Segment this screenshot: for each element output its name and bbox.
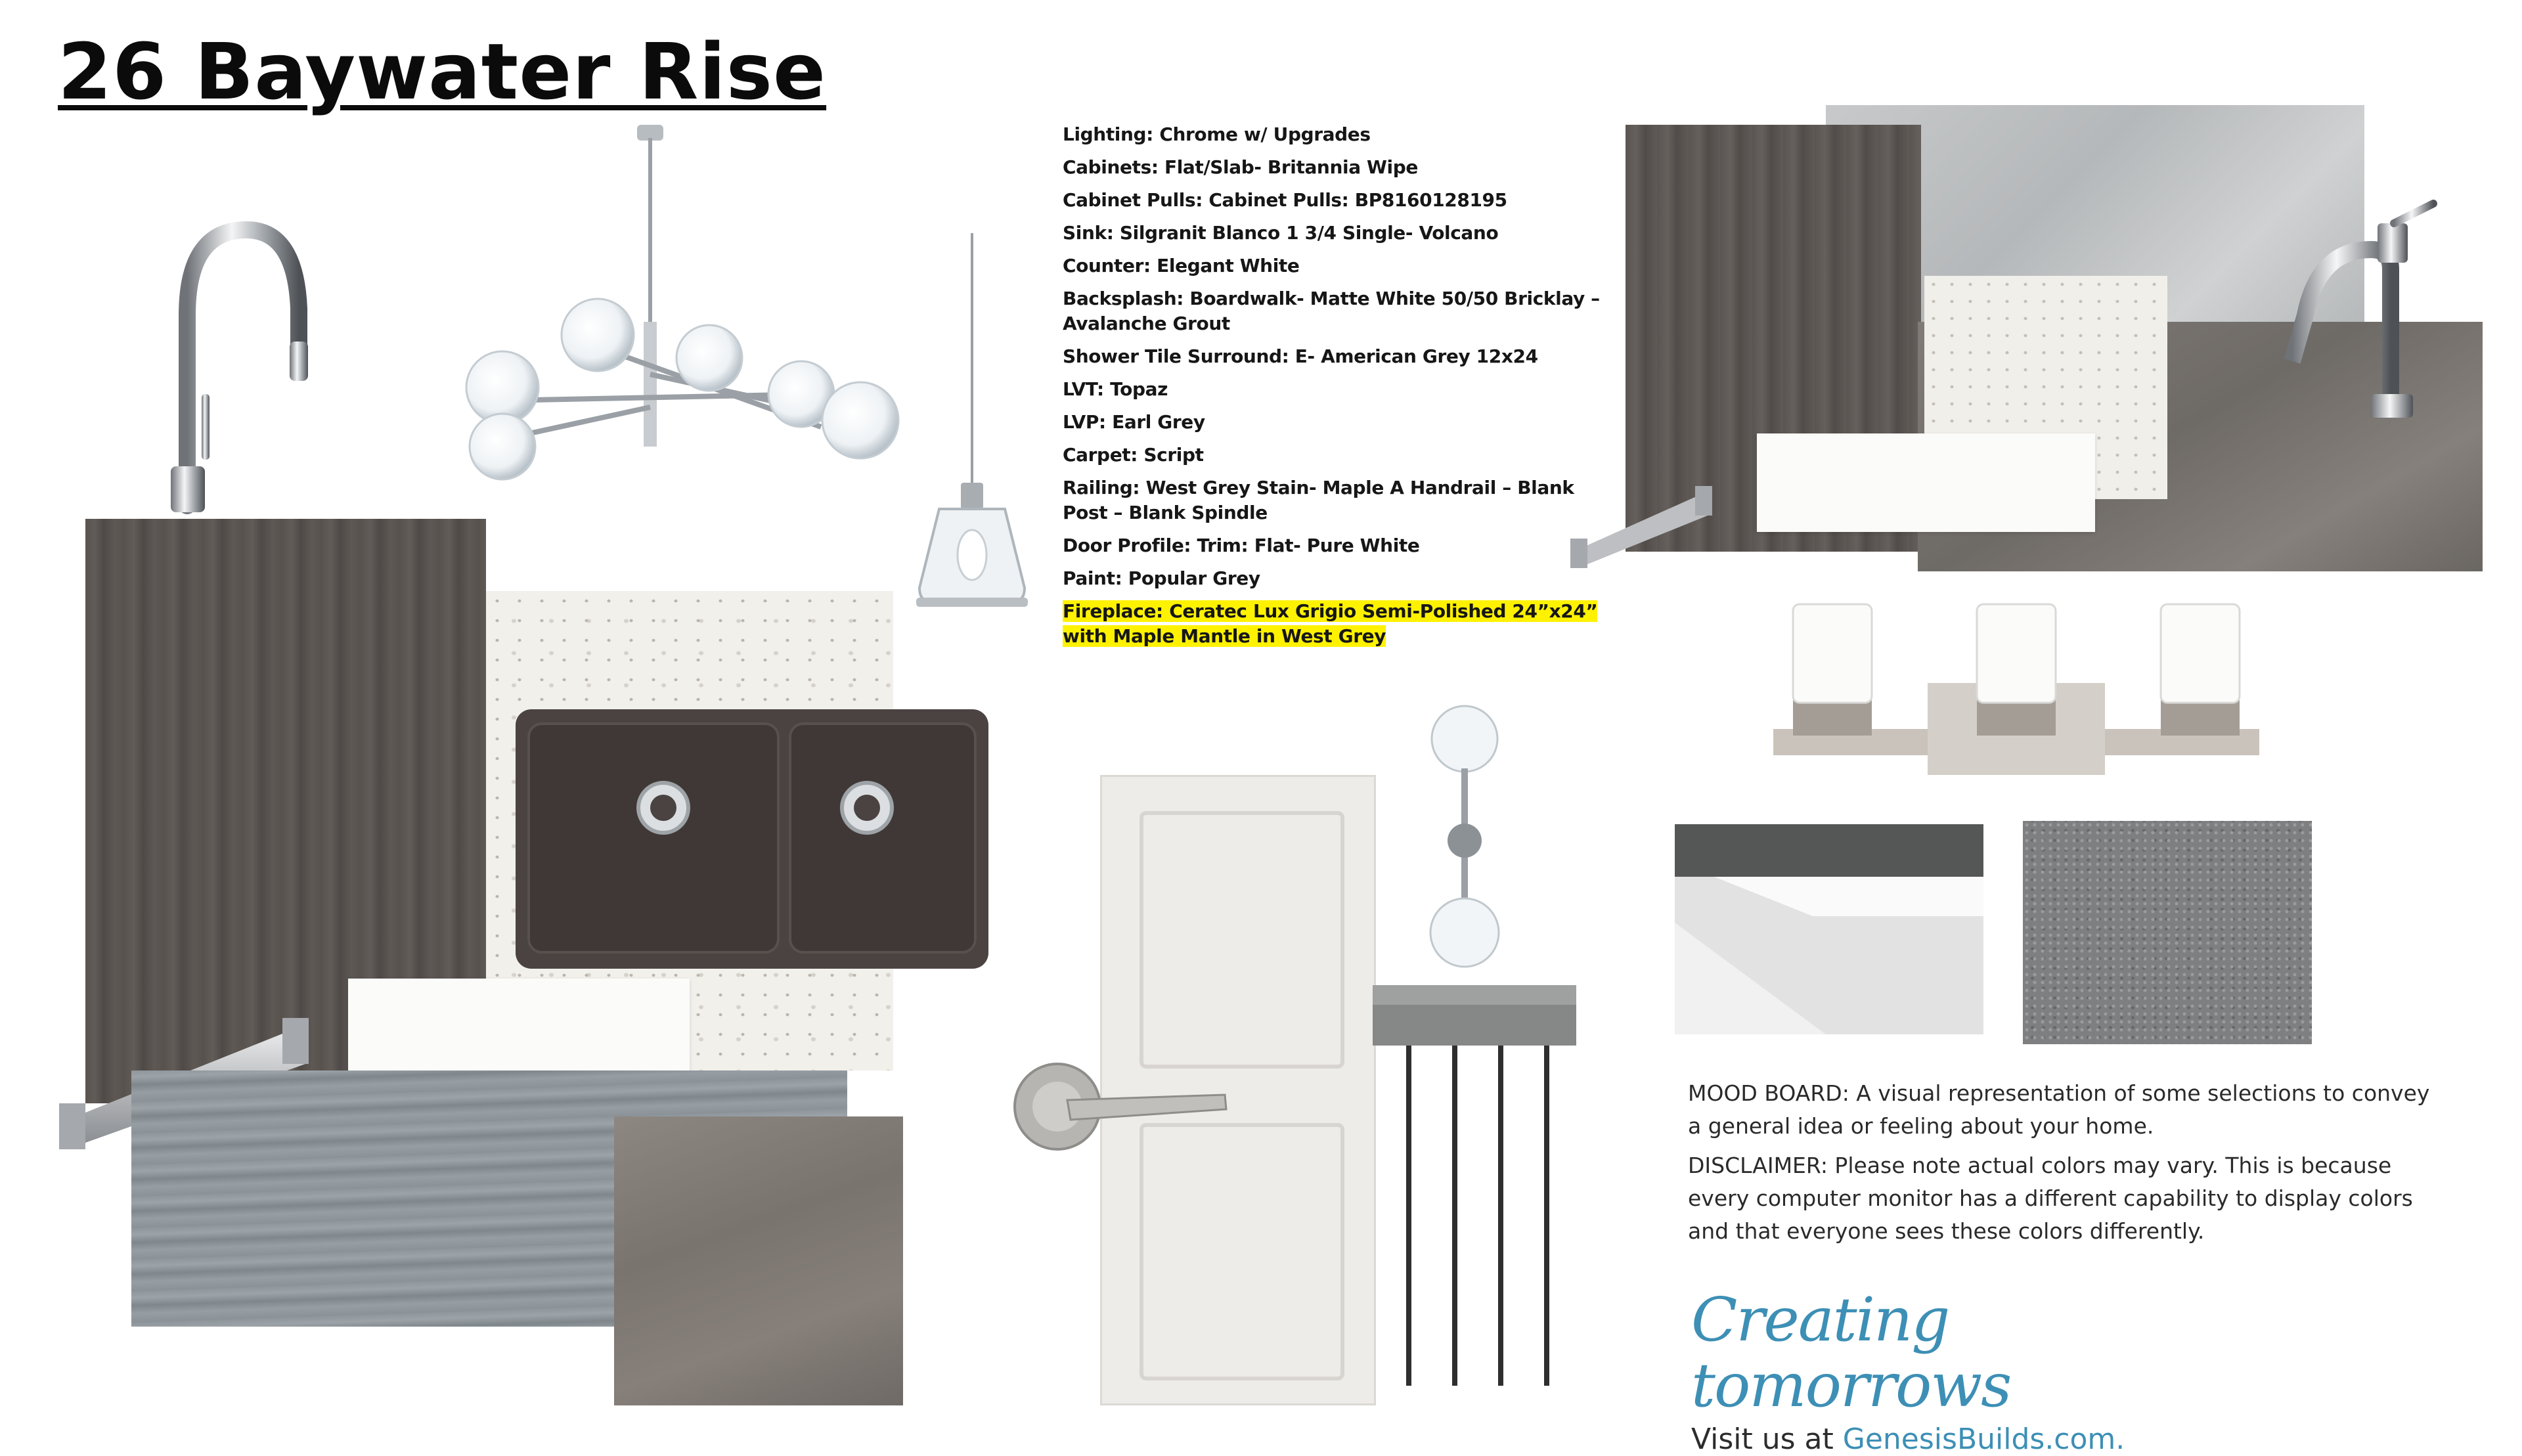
- sink-swatch: [516, 709, 988, 972]
- spec-carpet: Carpet: Script: [1063, 444, 1204, 466]
- spec-sink: Sink: Silgranit Blanco 1 3/4 Single- Volcano: [1063, 222, 1499, 244]
- pendant-light-icon: [910, 233, 1034, 614]
- mood-board-text: MOOD BOARD: A visual representation of some selections to convey a general idea or feeling about your home.: [1688, 1080, 2430, 1139]
- wall-sconce-icon: [1419, 703, 1511, 979]
- shower-tile-swatch: [614, 1116, 903, 1405]
- page-title: 26 Baywater Rise: [58, 26, 827, 117]
- vanity-light-icon: [1773, 598, 2259, 775]
- brand-tagline: Creating tomorrows: [1691, 1285, 2011, 1421]
- carpet-swatch: [2023, 821, 2312, 1044]
- spec-door-profile: Door Profile: Trim: Flat- Pure White: [1063, 535, 1420, 556]
- disclaimer-text: DISCLAIMER: Please note actual colors may vary. This is because every computer monitor has a different capability to display colors and that everyone sees these colors differently.: [1688, 1153, 2413, 1244]
- brand-domain-link[interactable]: GenesisBuilds.com.: [1842, 1423, 2125, 1456]
- door-lever-icon: [1008, 1054, 1231, 1159]
- chandelier-icon: [453, 125, 913, 493]
- spec-list: [1063, 122, 1601, 657]
- spec-railing: Railing: West Grey Stain- Maple A Handrail – Blank Post – Blank Spindle: [1063, 477, 1574, 523]
- cabinet-pull-icon-right: [1566, 473, 1717, 571]
- spec-cabinet-pulls: Cabinet Pulls: Cabinet Pulls: BP8160128195: [1063, 189, 1507, 211]
- spec-counter: Counter: Elegant White: [1063, 255, 1300, 276]
- paint-trim-swatch: [1675, 824, 1983, 1034]
- spec-shower-tile: Shower Tile Surround: E- American Grey 12x24: [1063, 345, 1538, 367]
- spec-fireplace: Fireplace: Ceratec Lux Grigio Semi-Polished 24”x24” with Maple Mantle in West Grey: [1063, 600, 1598, 647]
- spec-lighting: Lighting: Chrome w/ Upgrades: [1063, 123, 1371, 145]
- spec-lvt: LVT: Topaz: [1063, 378, 1168, 400]
- spec-paint: Paint: Popular Grey: [1063, 567, 1260, 589]
- brand-block: [1691, 1287, 2282, 1456]
- bath-faucet-icon: [2279, 197, 2450, 420]
- backsplash-swatch-right: [1757, 433, 2095, 532]
- railing-swatch: [1373, 985, 1576, 1392]
- disclaimer-block: [1688, 1077, 2443, 1254]
- brand-visit: Visit us at GenesisBuilds.com.: [1691, 1423, 2125, 1456]
- spec-cabinets: Cabinets: Flat/Slab- Britannia Wipe: [1063, 156, 1418, 178]
- kitchen-faucet-icon: [141, 217, 312, 519]
- spec-lvp: LVP: Earl Grey: [1063, 411, 1205, 433]
- spec-backsplash: Backsplash: Boardwalk- Matte White 50/50 Bricklay – Avalanche Grout: [1063, 288, 1600, 334]
- backsplash-swatch: [348, 979, 690, 1077]
